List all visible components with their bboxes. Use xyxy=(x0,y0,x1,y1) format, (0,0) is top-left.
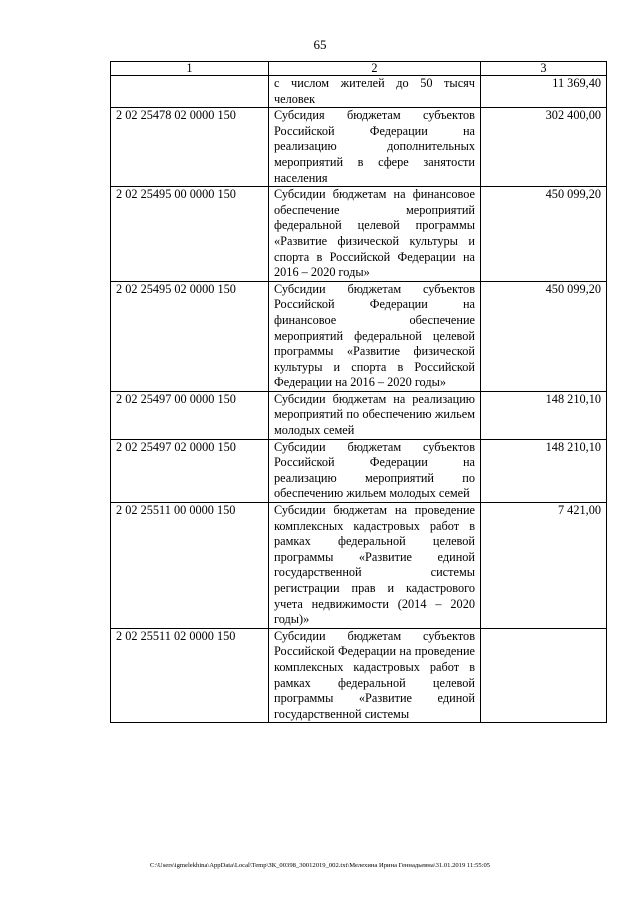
row-amount: 11 369,40 xyxy=(481,76,607,108)
row-amount: 148 210,10 xyxy=(481,439,607,502)
row-code: 2 02 25497 00 0000 150 xyxy=(111,391,269,439)
row-description: Субсидии бюджетам на финансовое обеспечение мероприятий федеральной целевой программы «Развитие физической культуры и спорта в Российской Федерации на 2016 – 2020 годы» xyxy=(269,187,481,282)
row-amount: 450 099,20 xyxy=(481,281,607,391)
table-row xyxy=(111,439,607,502)
row-amount: 7 421,00 xyxy=(481,503,607,629)
row-amount: 450 099,20 xyxy=(481,187,607,282)
row-code xyxy=(111,76,269,108)
row-amount: 302 400,00 xyxy=(481,108,607,187)
table-row xyxy=(111,391,607,439)
row-description: Субсидии бюджетам субъектов Российской Федерации на проведение комплексных кадастровых работ в рамках федеральной целевой программы «Развитие единой государственной системы xyxy=(269,628,481,723)
column-header-code: 1 xyxy=(111,62,269,76)
table-row xyxy=(111,76,607,108)
row-code: 2 02 25511 00 0000 150 xyxy=(111,503,269,629)
row-code: 2 02 25495 00 0000 150 xyxy=(111,187,269,282)
column-header-amount: 3 xyxy=(481,62,607,76)
footer-file-path: C:\Users\igmelekhina\AppData\Local\Temp\ЗК_00398_30012019_002.txt\Мелехина Ирина Геннадьевна\31.01.2019 11:55:05 xyxy=(149,862,491,869)
row-code: 2 02 25497 02 0000 150 xyxy=(111,439,269,502)
column-header-description: 2 xyxy=(269,62,481,76)
row-description: Субсидии бюджетам на реализацию мероприятий по обеспечению жильем молодых семей xyxy=(269,391,481,439)
budget-table xyxy=(110,61,607,723)
table-row xyxy=(111,503,607,629)
row-amount: 148 210,10 xyxy=(481,391,607,439)
row-code: 2 02 25478 02 0000 150 xyxy=(111,108,269,187)
table-row xyxy=(111,628,607,723)
row-amount xyxy=(481,628,607,723)
table-row xyxy=(111,108,607,187)
table-header-row xyxy=(111,62,607,76)
row-code: 2 02 25495 02 0000 150 xyxy=(111,281,269,391)
table-row xyxy=(111,187,607,282)
row-description: Субсидии бюджетам на проведение комплексных кадастровых работ в рамках федеральной целевой программы «Развитие единой государственной системы регистрации прав и кадастрового учета недвижимости (2014 – 2020 годы)» xyxy=(269,503,481,629)
row-description: Субсидии бюджетам субъектов Российской Федерации на реализацию мероприятий по обеспечению жильем молодых семей xyxy=(269,439,481,502)
row-description: Субсидии бюджетам субъектов Российской Федерации на финансовое обеспечение мероприятий федеральной целевой программы «Развитие физической культуры и спорта в Российской Федерации на 2016 – 2020 годы» xyxy=(269,281,481,391)
row-code: 2 02 25511 02 0000 150 xyxy=(111,628,269,723)
table-row xyxy=(111,281,607,391)
page-number: 65 xyxy=(313,37,327,52)
row-description: с числом жителей до 50 тысяч человек xyxy=(269,76,481,108)
row-description: Субсидия бюджетам субъектов Российской Федерации на реализацию дополнительных мероприятий в сфере занятости населения xyxy=(269,108,481,187)
